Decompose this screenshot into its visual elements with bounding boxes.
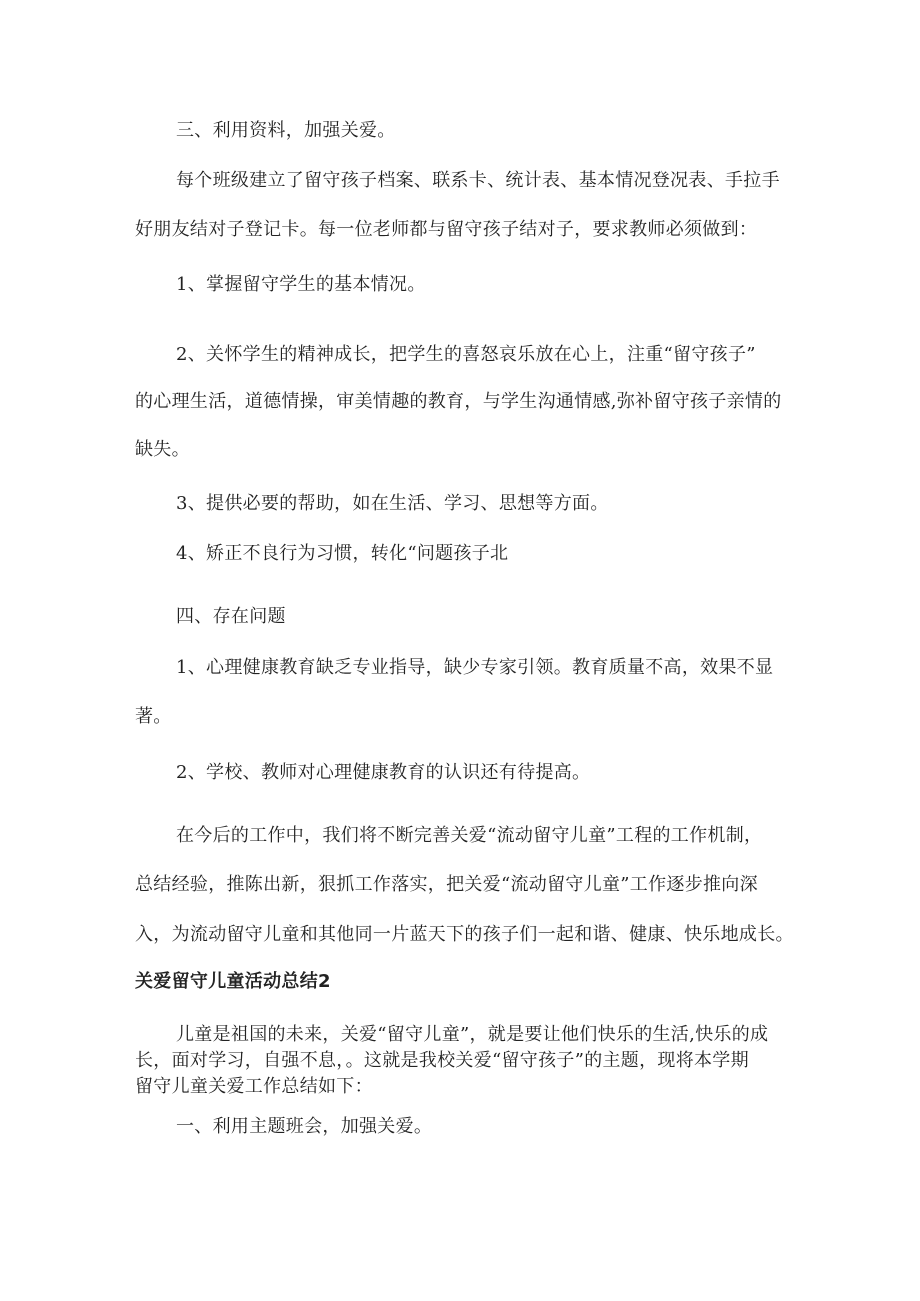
section-heading-3: 三、利用资料，加强关爱。 [176, 120, 396, 141]
paragraph-line: 在今后的工作中，我们将不断完善关爱“流动留守儿童”工程的工作机制， [176, 825, 763, 846]
list-item-1: 1、掌握留守学生的基本情况。 [176, 274, 426, 295]
section-heading-4: 四、存在问题 [176, 606, 286, 627]
paragraph-line: 留守儿童关爱工作总结如下： [135, 1076, 373, 1097]
list-item-4: 4、矫正不良行为习惯，转化“问题孩子北 [176, 543, 509, 564]
paragraph-line: 缺失。 [135, 439, 190, 460]
list-item-3: 3、提供必要的帮助，如在生活、学习、思想等方面。 [176, 493, 609, 514]
paragraph-line: 总结经验，推陈出新，狠抓工作落实，把关爱“流动留守儿童”工作逐步推向深 [135, 874, 758, 895]
paragraph-line: 长，面对学习，自强不息，。这就是我校关爱“留守孩子”的主题，现将本学期 [135, 1050, 749, 1071]
paragraph-line: 每个班级建立了留守孩子档案、联系卡、统计表、基本情况登况表、手拉手 [176, 170, 780, 191]
paragraph-line: 儿童是祖国的未来，关爱“留守儿童”，就是要让他们快乐的生活,快乐的成 [176, 1024, 769, 1045]
list-item-1: 1、心理健康教育缺乏专业指导，缺少专家引领。教育质量不高，效果不显 [176, 657, 774, 678]
article-title: 关爱留守儿童活动总结2 [135, 971, 331, 992]
paragraph-line: 入，为流动留守儿童和其他同一片蓝天下的孩子们一起和谐、健康、快乐地成长。 [135, 924, 794, 945]
paragraph-line: 的心理生活，道德情操，审美情趣的教育，与学生沟通情感,弥补留守孩子亲情的 [135, 391, 782, 412]
list-item-2: 2、关怀学生的精神成长，把学生的喜怒哀乐放在心上，注重“留守孩子” [176, 344, 756, 365]
section-heading-1: 一、利用主题班会，加强关爱。 [176, 1116, 433, 1137]
list-item-2: 2、学校、教师对心理健康教育的认识还有待提高。 [176, 762, 591, 783]
paragraph-line: 好朋友结对子登记卡。每一位老师都与留守孩子结对子，要求教师必须做到： [135, 219, 758, 240]
paragraph-line: 著。 [135, 706, 172, 727]
